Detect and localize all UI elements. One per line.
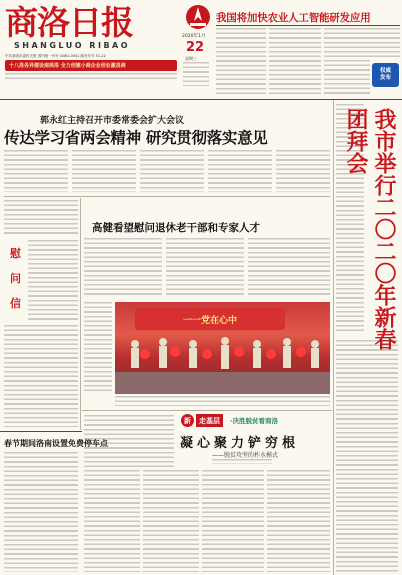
newspaper-emblem-icon [184, 3, 212, 33]
lead-kicker: 郭永红主持召开市委常委会扩大会议 [40, 116, 185, 126]
feature-tag-sub: ·决胜脱贫看商洛 [230, 417, 278, 425]
photo-left-text [84, 302, 112, 394]
second-col1 [84, 238, 162, 298]
masthead-info: 中共商洛市委机关报 国内统一刊号 CN61-0041 邮发代号 51-22 [5, 54, 106, 58]
feature-byline [212, 459, 272, 464]
feature-tag [196, 414, 223, 427]
letter-body [4, 325, 78, 427]
photo-caption [115, 396, 330, 406]
lead-col2 [72, 150, 136, 192]
tuanbai-col-b [336, 340, 398, 572]
feature-col4 [202, 470, 264, 572]
feature-headline: 凝心聚力铲穷根 [180, 436, 300, 451]
letter-title-3: 信 [10, 297, 21, 310]
feature-subhead: ——脱贫攻坚的柞水模式 [212, 452, 279, 459]
letter-side-text [28, 240, 78, 320]
lead-col1 [4, 150, 68, 192]
lead-col5 [276, 150, 330, 192]
second-col2 [166, 238, 244, 298]
letter-title-2: 问 [10, 272, 21, 285]
issue-meta [183, 62, 209, 86]
authority-badge [372, 63, 399, 87]
photo-banner [135, 308, 285, 330]
feature-col5 [267, 470, 330, 572]
issue-date-year: 2020年1月 [182, 34, 206, 39]
masthead-notes [5, 73, 177, 82]
letter-title-1: 慰 [10, 247, 21, 260]
performance-photo [115, 302, 330, 394]
feature-tag-new [181, 414, 194, 427]
top-story-col1 [216, 28, 266, 96]
second-story-headline: 高健看望慰问退休老干部和专家人才 [92, 222, 260, 234]
feature-tag-new-text: 新 [184, 416, 191, 425]
second-col3 [248, 238, 330, 298]
vertical-headline: 我市举行二〇二〇年新春团拜会 [343, 108, 396, 350]
issue-date-day: 22 [186, 40, 205, 55]
bottom-left-col1 [4, 452, 78, 572]
dancers-illustration-icon [115, 332, 330, 394]
masthead-title: 商洛日报 [5, 3, 133, 42]
lead-headline: 传达学习省两会精神 研究贯彻落实意见 [4, 129, 268, 147]
authority-badge-text: 权威发布 [379, 68, 391, 81]
masthead-pinyin: SHANGLUO RIBAO [14, 41, 131, 50]
top-story-headline: 我国将加快农业人工智能研发应用 [216, 12, 371, 24]
lead-col4 [208, 150, 272, 192]
top-story-col2 [269, 28, 321, 96]
letter-intro [4, 200, 78, 234]
lead-col3 [140, 150, 204, 192]
feature-tag-text: 走基层 [199, 416, 220, 425]
bottom-left-headline: 春节期间洛南设置免费停车点 [4, 439, 108, 448]
feature-col3 [143, 470, 199, 572]
feature-col2 [84, 470, 140, 572]
issue-weekday: 星期三 [185, 56, 197, 61]
slogan-text: 十八洛各异建设南商洛 全力创建小商企业创业激昌商 [9, 63, 126, 69]
photo-banner-text: 一一党在心中 [182, 315, 237, 326]
top-story-col3 [324, 28, 400, 58]
top-story-col4 [324, 60, 370, 96]
